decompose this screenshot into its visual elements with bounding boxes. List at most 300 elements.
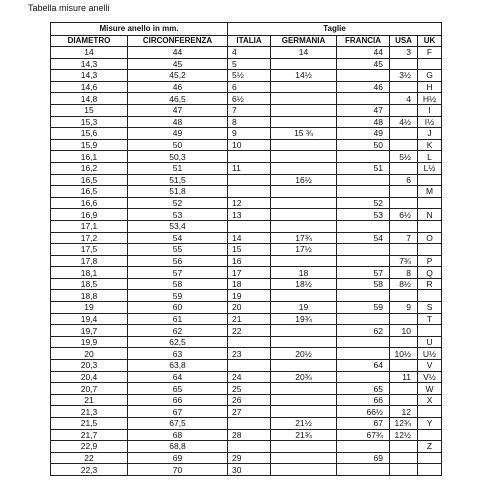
cell-diametro: 15 bbox=[51, 104, 128, 116]
cell-italia bbox=[228, 441, 271, 453]
table-row bbox=[51, 464, 442, 476]
cell-uk: V½ bbox=[418, 371, 442, 383]
cell-germania bbox=[271, 325, 337, 337]
cell-uk bbox=[418, 464, 442, 476]
table-row bbox=[51, 336, 442, 348]
table-row bbox=[51, 197, 442, 209]
cell-diametro: 20,3 bbox=[51, 360, 128, 372]
table-row bbox=[51, 255, 442, 267]
cell-uk: H½ bbox=[418, 93, 442, 105]
cell-diametro: 14 bbox=[51, 47, 128, 59]
cell-circonferenza: 55 bbox=[128, 244, 228, 256]
cell-usa: 12 bbox=[390, 406, 418, 418]
cell-usa: 11 bbox=[390, 371, 418, 383]
cell-germania bbox=[271, 116, 337, 128]
cell-uk bbox=[418, 58, 442, 70]
table-row bbox=[51, 139, 442, 151]
cell-circonferenza: 56 bbox=[128, 255, 228, 267]
cell-diametro: 20,4 bbox=[51, 371, 128, 383]
cell-francia bbox=[337, 371, 390, 383]
cell-diametro: 17,5 bbox=[51, 244, 128, 256]
cell-uk: L bbox=[418, 151, 442, 163]
cell-germania bbox=[271, 104, 337, 116]
cell-italia: 8 bbox=[228, 116, 271, 128]
cell-italia: 10 bbox=[228, 139, 271, 151]
cell-uk: U bbox=[418, 336, 442, 348]
table-row bbox=[51, 232, 442, 244]
table-row bbox=[51, 104, 442, 116]
cell-circonferenza: 67 bbox=[128, 406, 228, 418]
cell-circonferenza: 63,8 bbox=[128, 360, 228, 372]
cell-diametro: 16,5 bbox=[51, 186, 128, 198]
cell-italia: 20 bbox=[228, 302, 271, 314]
cell-uk: S bbox=[418, 302, 442, 314]
table-row bbox=[51, 313, 442, 325]
cell-uk: H bbox=[418, 81, 442, 93]
cell-usa bbox=[390, 313, 418, 325]
cell-circonferenza: 53,4 bbox=[128, 220, 228, 232]
cell-uk bbox=[418, 197, 442, 209]
table-row bbox=[51, 406, 442, 418]
cell-diametro: 21,3 bbox=[51, 406, 128, 418]
cell-germania: 16½ bbox=[271, 174, 337, 186]
cell-diametro: 16,9 bbox=[51, 209, 128, 221]
cell-francia bbox=[337, 70, 390, 82]
cell-francia: 45 bbox=[337, 58, 390, 70]
column-header-usa: USA bbox=[390, 36, 418, 47]
cell-francia bbox=[337, 174, 390, 186]
cell-circonferenza: 61 bbox=[128, 313, 228, 325]
cell-francia: 66½ bbox=[337, 406, 390, 418]
table-row bbox=[51, 162, 442, 174]
cell-usa bbox=[390, 290, 418, 302]
table-body bbox=[51, 47, 442, 476]
cell-italia bbox=[228, 418, 271, 430]
cell-usa bbox=[390, 336, 418, 348]
cell-circonferenza: 48 bbox=[128, 116, 228, 128]
cell-italia: 26 bbox=[228, 394, 271, 406]
cell-diametro: 19,7 bbox=[51, 325, 128, 337]
cell-usa bbox=[390, 394, 418, 406]
cell-francia: 67 bbox=[337, 418, 390, 430]
cell-usa: 10 bbox=[390, 325, 418, 337]
cell-circonferenza: 68 bbox=[128, 429, 228, 441]
cell-francia bbox=[337, 220, 390, 232]
cell-germania bbox=[271, 394, 337, 406]
cell-usa: 8 bbox=[390, 267, 418, 279]
cell-circonferenza: 65 bbox=[128, 383, 228, 395]
table-row bbox=[51, 174, 442, 186]
cell-germania bbox=[271, 360, 337, 372]
cell-diametro: 22 bbox=[51, 452, 128, 464]
cell-italia: 30 bbox=[228, 464, 271, 476]
cell-germania bbox=[271, 220, 337, 232]
cell-usa bbox=[390, 81, 418, 93]
cell-diametro: 17,1 bbox=[51, 220, 128, 232]
cell-francia: 50 bbox=[337, 139, 390, 151]
cell-uk bbox=[418, 452, 442, 464]
cell-diametro: 20,7 bbox=[51, 383, 128, 395]
cell-circonferenza: 52 bbox=[128, 197, 228, 209]
cell-diametro: 22,3 bbox=[51, 464, 128, 476]
cell-diametro: 19,4 bbox=[51, 313, 128, 325]
cell-uk: P bbox=[418, 255, 442, 267]
cell-usa bbox=[390, 244, 418, 256]
cell-francia: 57 bbox=[337, 267, 390, 279]
cell-italia: 5½ bbox=[228, 70, 271, 82]
cell-circonferenza: 53 bbox=[128, 209, 228, 221]
cell-italia bbox=[228, 360, 271, 372]
cell-francia: 46 bbox=[337, 81, 390, 93]
cell-germania bbox=[271, 58, 337, 70]
cell-francia: 64 bbox=[337, 360, 390, 372]
cell-germania bbox=[271, 383, 337, 395]
cell-circonferenza: 51,8 bbox=[128, 186, 228, 198]
cell-italia: 21 bbox=[228, 313, 271, 325]
cell-francia: 66 bbox=[337, 394, 390, 406]
cell-usa bbox=[390, 464, 418, 476]
cell-usa bbox=[390, 441, 418, 453]
cell-italia: 27 bbox=[228, 406, 271, 418]
cell-italia: 23 bbox=[228, 348, 271, 360]
cell-germania: 21¾ bbox=[271, 429, 337, 441]
cell-francia: 59 bbox=[337, 302, 390, 314]
cell-circonferenza: 44 bbox=[128, 47, 228, 59]
table-row bbox=[51, 244, 442, 256]
column-header-italia: ITALIA bbox=[228, 36, 271, 47]
table-row bbox=[51, 128, 442, 140]
cell-germania bbox=[271, 290, 337, 302]
cell-usa: 12½ bbox=[390, 429, 418, 441]
cell-germania: 19 bbox=[271, 302, 337, 314]
cell-italia: 24 bbox=[228, 371, 271, 383]
cell-germania: 14 bbox=[271, 47, 337, 59]
cell-francia: 53 bbox=[337, 209, 390, 221]
cell-circonferenza: 51,5 bbox=[128, 174, 228, 186]
cell-diametro: 21 bbox=[51, 394, 128, 406]
cell-usa: 7 bbox=[390, 232, 418, 244]
cell-diametro: 14,8 bbox=[51, 93, 128, 105]
cell-uk: I bbox=[418, 104, 442, 116]
table-row bbox=[51, 452, 442, 464]
cell-circonferenza: 57 bbox=[128, 267, 228, 279]
table-row bbox=[51, 278, 442, 290]
cell-circonferenza: 47 bbox=[128, 104, 228, 116]
cell-germania: 14½ bbox=[271, 70, 337, 82]
cell-diametro: 16,2 bbox=[51, 162, 128, 174]
table-row bbox=[51, 70, 442, 82]
cell-diametro: 16,5 bbox=[51, 174, 128, 186]
cell-italia: 19 bbox=[228, 290, 271, 302]
cell-uk: J bbox=[418, 128, 442, 140]
cell-diametro: 20 bbox=[51, 348, 128, 360]
cell-uk bbox=[418, 290, 442, 302]
cell-diametro: 14,3 bbox=[51, 58, 128, 70]
header-group-measurements: Misure anello in mm. bbox=[51, 23, 228, 36]
cell-uk: U½ bbox=[418, 348, 442, 360]
cell-francia: 67¾ bbox=[337, 429, 390, 441]
table-row bbox=[51, 58, 442, 70]
cell-diametro: 15,9 bbox=[51, 139, 128, 151]
cell-uk bbox=[418, 325, 442, 337]
cell-usa: 7¾ bbox=[390, 255, 418, 267]
cell-usa bbox=[390, 139, 418, 151]
cell-diametro: 15,6 bbox=[51, 128, 128, 140]
cell-uk bbox=[418, 220, 442, 232]
cell-italia: 28 bbox=[228, 429, 271, 441]
cell-usa bbox=[390, 104, 418, 116]
cell-francia bbox=[337, 441, 390, 453]
cell-diametro: 16,6 bbox=[51, 197, 128, 209]
cell-uk: W bbox=[418, 383, 442, 395]
cell-germania: 17¾ bbox=[271, 232, 337, 244]
cell-italia: 13 bbox=[228, 209, 271, 221]
cell-francia: 47 bbox=[337, 104, 390, 116]
cell-circonferenza: 60 bbox=[128, 302, 228, 314]
cell-germania: 20½ bbox=[271, 348, 337, 360]
column-header-germania: GERMANIA bbox=[271, 36, 337, 47]
cell-diametro: 14,3 bbox=[51, 70, 128, 82]
table-row bbox=[51, 81, 442, 93]
cell-italia: 6 bbox=[228, 81, 271, 93]
cell-francia bbox=[337, 313, 390, 325]
cell-francia bbox=[337, 93, 390, 105]
table-row bbox=[51, 47, 442, 59]
cell-francia bbox=[337, 255, 390, 267]
cell-germania bbox=[271, 197, 337, 209]
cell-francia: 44 bbox=[337, 47, 390, 59]
cell-circonferenza: 68,8 bbox=[128, 441, 228, 453]
cell-italia bbox=[228, 186, 271, 198]
cell-italia: 16 bbox=[228, 255, 271, 267]
table-row bbox=[51, 348, 442, 360]
cell-germania bbox=[271, 441, 337, 453]
cell-germania bbox=[271, 336, 337, 348]
cell-germania: 19¾ bbox=[271, 313, 337, 325]
table-row bbox=[51, 441, 442, 453]
cell-germania: 20¾ bbox=[271, 371, 337, 383]
ring-size-table bbox=[50, 22, 442, 476]
page-title: Tabella misure anelli bbox=[28, 3, 110, 13]
cell-circonferenza: 59 bbox=[128, 290, 228, 302]
cell-uk: M bbox=[418, 186, 442, 198]
cell-italia bbox=[228, 174, 271, 186]
cell-diametro: 19 bbox=[51, 302, 128, 314]
cell-usa: 3½ bbox=[390, 70, 418, 82]
cell-francia bbox=[337, 244, 390, 256]
cell-italia: 4 bbox=[228, 47, 271, 59]
table-row bbox=[51, 290, 442, 302]
cell-circonferenza: 51 bbox=[128, 162, 228, 174]
cell-usa bbox=[390, 128, 418, 140]
cell-francia: 51 bbox=[337, 162, 390, 174]
table-row bbox=[51, 93, 442, 105]
cell-usa: 4½ bbox=[390, 116, 418, 128]
cell-diametro: 17,8 bbox=[51, 255, 128, 267]
cell-germania bbox=[271, 452, 337, 464]
cell-circonferenza: 70 bbox=[128, 464, 228, 476]
cell-circonferenza: 58 bbox=[128, 278, 228, 290]
table-row bbox=[51, 209, 442, 221]
cell-circonferenza: 63 bbox=[128, 348, 228, 360]
cell-italia: 5 bbox=[228, 58, 271, 70]
column-header-uk: UK bbox=[418, 36, 442, 47]
column-header-francia: FRANCIA bbox=[337, 36, 390, 47]
cell-diametro: 19,9 bbox=[51, 336, 128, 348]
cell-italia: 18 bbox=[228, 278, 271, 290]
table-row bbox=[51, 267, 442, 279]
cell-italia: 7 bbox=[228, 104, 271, 116]
cell-circonferenza: 64 bbox=[128, 371, 228, 383]
cell-francia: 52 bbox=[337, 197, 390, 209]
cell-italia: 14 bbox=[228, 232, 271, 244]
cell-circonferenza: 54 bbox=[128, 232, 228, 244]
cell-uk: Y bbox=[418, 418, 442, 430]
cell-usa: 4 bbox=[390, 93, 418, 105]
cell-uk: Q bbox=[418, 267, 442, 279]
cell-italia: 9 bbox=[228, 128, 271, 140]
column-header-circonferenza: CIRCONFERENZA bbox=[128, 36, 228, 47]
table-row bbox=[51, 325, 442, 337]
cell-uk: L½ bbox=[418, 162, 442, 174]
cell-diametro: 18,5 bbox=[51, 278, 128, 290]
cell-diametro: 21,5 bbox=[51, 418, 128, 430]
table-row bbox=[51, 371, 442, 383]
cell-usa bbox=[390, 162, 418, 174]
cell-italia bbox=[228, 151, 271, 163]
cell-francia bbox=[337, 348, 390, 360]
cell-germania bbox=[271, 464, 337, 476]
cell-francia: 58 bbox=[337, 278, 390, 290]
cell-diametro: 16,1 bbox=[51, 151, 128, 163]
cell-germania: 15 ¾ bbox=[271, 128, 337, 140]
cell-germania bbox=[271, 151, 337, 163]
cell-germania bbox=[271, 81, 337, 93]
cell-italia: 29 bbox=[228, 452, 271, 464]
cell-usa: 9 bbox=[390, 302, 418, 314]
table-row bbox=[51, 220, 442, 232]
cell-diametro: 18,1 bbox=[51, 267, 128, 279]
cell-italia: 11 bbox=[228, 162, 271, 174]
cell-germania bbox=[271, 209, 337, 221]
cell-circonferenza: 67,5 bbox=[128, 418, 228, 430]
cell-francia: 62 bbox=[337, 325, 390, 337]
cell-germania bbox=[271, 255, 337, 267]
cell-usa: 10½ bbox=[390, 348, 418, 360]
cell-circonferenza: 46 bbox=[128, 81, 228, 93]
cell-italia: 22 bbox=[228, 325, 271, 337]
cell-uk: T bbox=[418, 313, 442, 325]
cell-italia: 15 bbox=[228, 244, 271, 256]
table-row bbox=[51, 360, 442, 372]
cell-circonferenza: 46,5 bbox=[128, 93, 228, 105]
cell-uk: I½ bbox=[418, 116, 442, 128]
cell-circonferenza: 50,3 bbox=[128, 151, 228, 163]
cell-francia bbox=[337, 336, 390, 348]
table-row bbox=[51, 186, 442, 198]
cell-diametro: 21,7 bbox=[51, 429, 128, 441]
cell-germania: 17½ bbox=[271, 244, 337, 256]
cell-francia: 54 bbox=[337, 232, 390, 244]
cell-diametro: 18,8 bbox=[51, 290, 128, 302]
cell-diametro: 22,9 bbox=[51, 441, 128, 453]
cell-uk: X bbox=[418, 394, 442, 406]
cell-uk: V bbox=[418, 360, 442, 372]
cell-uk: Z bbox=[418, 441, 442, 453]
cell-italia: 25 bbox=[228, 383, 271, 395]
cell-germania bbox=[271, 162, 337, 174]
cell-francia: 48 bbox=[337, 116, 390, 128]
table-row bbox=[51, 116, 442, 128]
column-header-diametro: DIAMETRO bbox=[51, 36, 128, 47]
cell-italia bbox=[228, 220, 271, 232]
cell-diametro: 15,3 bbox=[51, 116, 128, 128]
cell-uk: F bbox=[418, 47, 442, 59]
cell-germania: 21½ bbox=[271, 418, 337, 430]
table-row bbox=[51, 394, 442, 406]
cell-italia: 17 bbox=[228, 267, 271, 279]
column-header-row bbox=[51, 36, 442, 47]
table-row bbox=[51, 151, 442, 163]
cell-germania: 18 bbox=[271, 267, 337, 279]
table-row bbox=[51, 429, 442, 441]
cell-diametro: 17,2 bbox=[51, 232, 128, 244]
cell-usa bbox=[390, 58, 418, 70]
cell-usa bbox=[390, 360, 418, 372]
cell-usa: 12¾ bbox=[390, 418, 418, 430]
cell-circonferenza: 45,2 bbox=[128, 70, 228, 82]
cell-francia bbox=[337, 464, 390, 476]
table-row bbox=[51, 383, 442, 395]
cell-germania bbox=[271, 139, 337, 151]
cell-francia: 49 bbox=[337, 128, 390, 140]
cell-uk: N bbox=[418, 209, 442, 221]
cell-germania bbox=[271, 406, 337, 418]
header-group-sizes: Taglie bbox=[228, 23, 442, 36]
cell-francia: 69 bbox=[337, 452, 390, 464]
cell-germania bbox=[271, 93, 337, 105]
cell-francia: 65 bbox=[337, 383, 390, 395]
cell-francia bbox=[337, 151, 390, 163]
cell-usa: 5½ bbox=[390, 151, 418, 163]
cell-uk: O bbox=[418, 232, 442, 244]
cell-usa: 8½ bbox=[390, 278, 418, 290]
table-row bbox=[51, 302, 442, 314]
cell-germania: 18½ bbox=[271, 278, 337, 290]
cell-francia bbox=[337, 290, 390, 302]
cell-circonferenza: 62 bbox=[128, 325, 228, 337]
cell-usa bbox=[390, 186, 418, 198]
cell-circonferenza: 69 bbox=[128, 452, 228, 464]
cell-circonferenza: 50 bbox=[128, 139, 228, 151]
cell-uk bbox=[418, 174, 442, 186]
cell-circonferenza: 49 bbox=[128, 128, 228, 140]
cell-diametro: 14,6 bbox=[51, 81, 128, 93]
cell-usa bbox=[390, 197, 418, 209]
cell-uk bbox=[418, 244, 442, 256]
cell-germania bbox=[271, 186, 337, 198]
cell-francia bbox=[337, 186, 390, 198]
cell-usa: 6½ bbox=[390, 209, 418, 221]
cell-circonferenza: 66 bbox=[128, 394, 228, 406]
cell-uk: G bbox=[418, 70, 442, 82]
cell-italia bbox=[228, 336, 271, 348]
cell-uk: R bbox=[418, 278, 442, 290]
table-row bbox=[51, 418, 442, 430]
cell-uk bbox=[418, 429, 442, 441]
cell-usa: 3 bbox=[390, 47, 418, 59]
cell-italia: 12 bbox=[228, 197, 271, 209]
